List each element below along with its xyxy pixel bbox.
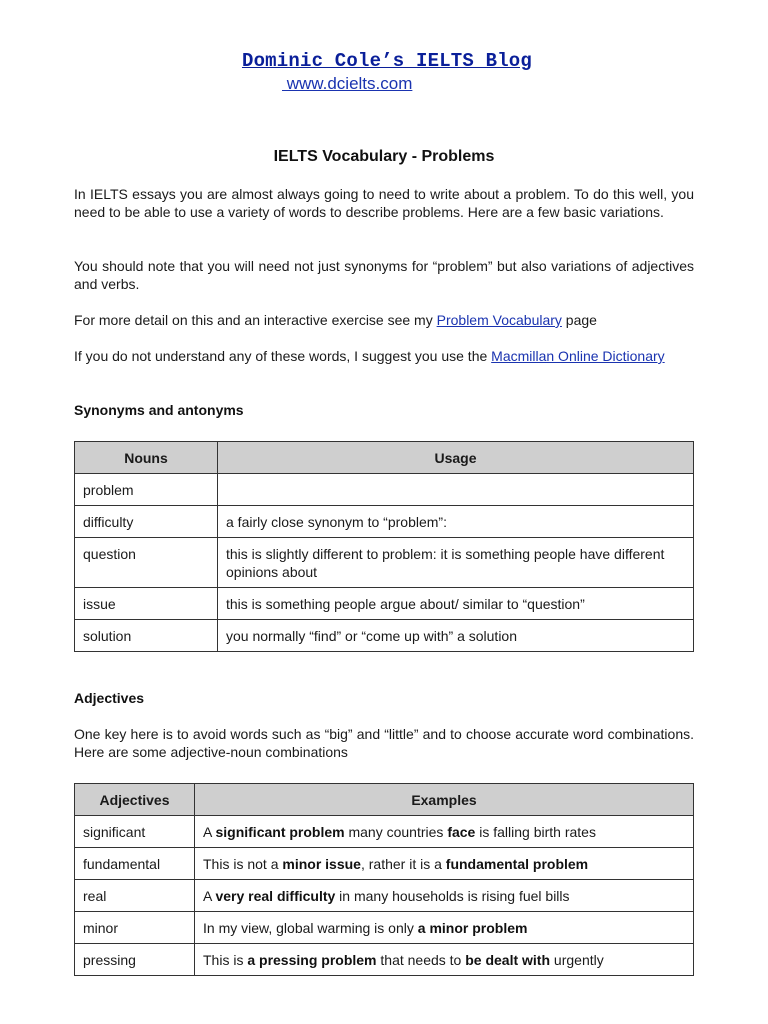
intro-paragraph-4 [74, 348, 694, 366]
usage-cell: you normally “find” or “come up with” a solution [218, 620, 694, 652]
table-row [75, 880, 694, 912]
table-row [75, 944, 694, 976]
intro-p4-text: If you do not understand any of these words, I suggest you use the [74, 348, 492, 364]
blog-title-link[interactable]: Dominic Cole’s IELTS Blog [241, 50, 533, 72]
blog-url-link[interactable]: www.dcielts.com [282, 74, 413, 93]
intro-paragraph-1: In IELTS essays you are almost always going to need to write about a problem. To do this well, you need to be able to use a variety of words to describe problems. Here are a few basic variations. [74, 186, 694, 220]
adjectives-intro: One key here is to avoid words such as “big” and “little” and to choose accurate word combinations. Here are some adjective-noun combinations [74, 726, 694, 760]
example-cell: This is not a minor issue, rather it is a fundamental problem [195, 848, 694, 880]
intro-p3-suffix: page [561, 312, 597, 328]
synonyms-heading: Synonyms and antonyms [74, 402, 244, 418]
table-row [75, 588, 694, 620]
example-cell: In my view, global warming is only a minor problem [195, 912, 694, 944]
example-cell: This is a pressing problem that needs to be dealt with urgently [195, 944, 694, 976]
usage-cell: a fairly close synonym to “problem”: [218, 506, 694, 538]
intro-paragraph-2: You should note that you will need not just synonyms for “problem” but also variations of adjectives and verbs. [74, 258, 694, 292]
noun-cell: issue [75, 588, 218, 620]
noun-cell: question [75, 538, 218, 588]
table-row [75, 620, 694, 652]
noun-cell: solution [75, 620, 218, 652]
adjective-cell: real [75, 880, 195, 912]
col-header-nouns: Nouns [75, 442, 218, 474]
synonyms-table-header [75, 442, 694, 474]
table-row [75, 506, 694, 538]
example-cell: A significant problem many countries face is falling birth rates [195, 816, 694, 848]
intro-paragraph-3 [74, 312, 694, 330]
example-cell: A very real difficulty in many households is rising fuel bills [195, 880, 694, 912]
page-title: IELTS Vocabulary - Problems [273, 148, 495, 165]
col-header-usage: Usage [218, 442, 694, 474]
adjectives-heading: Adjectives [74, 690, 145, 706]
adjective-cell: minor [75, 912, 195, 944]
col-header-adjectives: Adjectives [75, 784, 195, 816]
adjectives-table [74, 783, 694, 976]
usage-cell: this is something people argue about/ similar to “question” [218, 588, 694, 620]
col-header-examples: Examples [195, 784, 694, 816]
macmillan-dictionary-link[interactable]: Macmillan Online Dictionary [491, 348, 665, 364]
table-row [75, 912, 694, 944]
usage-cell [218, 474, 694, 506]
noun-cell: difficulty [75, 506, 218, 538]
table-row [75, 816, 694, 848]
adjective-cell: significant [75, 816, 195, 848]
table-row [75, 848, 694, 880]
table-row [75, 538, 694, 588]
adjective-cell: pressing [75, 944, 195, 976]
synonyms-table [74, 441, 694, 652]
usage-cell: this is slightly different to problem: it is something people have different opinions about [218, 538, 694, 588]
problem-vocabulary-link[interactable]: Problem Vocabulary [436, 312, 562, 328]
noun-cell: problem [75, 474, 218, 506]
table-row [75, 474, 694, 506]
adjective-cell: fundamental [75, 848, 195, 880]
adjectives-table-header [75, 784, 694, 816]
intro-p3-text: For more detail on this and an interactive exercise see my [74, 312, 437, 328]
